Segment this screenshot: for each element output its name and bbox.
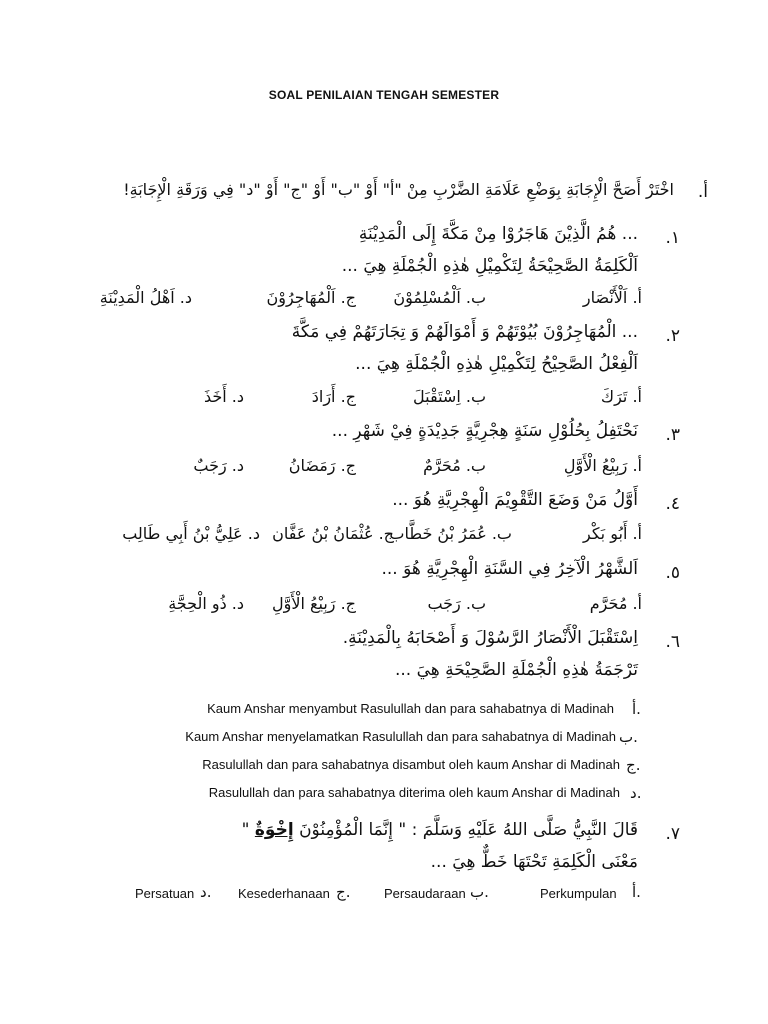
option-c[interactable]: ج. أَرَادَ <box>311 387 356 406</box>
option-d-marker: د. <box>630 784 642 802</box>
option-c[interactable]: ج. اَلْمُهَاجِرُوْنَ <box>266 288 356 307</box>
option-b[interactable]: Kaum Anshar menyelamatkan Rasulullah dan para sahabatnya di Madinah <box>185 729 616 744</box>
option-c[interactable]: ج. رَمَضَانُ <box>288 456 356 475</box>
option-d[interactable]: د. أَخَذَ <box>203 387 244 406</box>
option-d[interactable]: د. اَهْلُ الْمَدِيْنَةِ <box>99 288 192 307</box>
instruction-text: اخْتَرْ أَصَحَّ الْإِجَابَةِ بِوَضْعِ عَلَامَةِ الضَّرْبِ مِنْ "أ" أَوْ "ب" أَوْ "ج" أَوْ "د" فِي وَرَقَةِ الْإِجَابَةِ! <box>123 180 674 199</box>
question-text: ... الْمُهَاجِرُوْنَ بُيُوْتَهُمْ وَ أَمْوَالَهُمْ وَ تِجَارَتَهُمْ فِي مَكَّةَ <box>291 322 638 342</box>
option-b-marker: ب. <box>619 728 638 746</box>
option-d-marker: د. <box>200 883 212 901</box>
question-text: اَلْكَلِمَةُ الصَّحِيْحَةُ لِتَكْمِيْلِ هٰذِهِ الْجُمْلَةِ هِيَ ... <box>341 256 638 276</box>
option-d[interactable]: Persatuan <box>135 886 195 901</box>
option-d[interactable]: د. رَجَبٌ <box>193 456 244 475</box>
option-c[interactable]: Kesederhanaan <box>238 886 330 901</box>
question-text: ... هُمُ الَّذِيْنَ هَاجَرُوْا مِنْ مَكَّةَ إِلَى الْمَدِيْنَةِ <box>358 224 638 244</box>
hadith-suffix: " <box>241 820 250 840</box>
question-text: تَرْجَمَةُ هٰذِهِ الْجُمْلَةِ الصَّحِيْحَةِ هِيَ ... <box>394 660 638 680</box>
option-b[interactable]: ب. مُحَرَّمٌ <box>423 456 486 475</box>
question-text: نَحْتَفِلُ بِحُلُوْلِ سَنَةٍ هِجْرِيَّةٍ جَدِيْدَةٍ فِيْ شَهْرِ ... <box>331 421 638 441</box>
option-a[interactable]: أ. اَلْأَنْصَار <box>582 288 642 307</box>
page-title: SOAL PENILAIAN TENGAH SEMESTER <box>268 88 500 102</box>
question-text: أَوَّلُ مَنْ وَضَعَ التَّقْوِيْمَ الْهِجْرِيَّةِ هُوَ ... <box>392 490 638 510</box>
question-number: ٦. <box>665 632 680 652</box>
option-d[interactable]: Rasulullah dan para sahabatnya diterima oleh kaum Anshar di Madinah <box>208 785 620 800</box>
option-c-marker: ج. <box>626 756 641 774</box>
option-d[interactable]: د. ذُو الْحِجَّةِ <box>168 594 244 613</box>
question-number: ٧. <box>665 824 680 844</box>
question-number: ١. <box>665 228 680 248</box>
question-number: ٤. <box>665 494 680 514</box>
option-a-marker: أ. <box>632 700 641 718</box>
question-text: اَلشَّهْرُ الْآخِرُ فِي السَّنَةِ الْهِجْرِيَّةِ هُوَ ... <box>381 559 638 579</box>
option-a[interactable]: أ. رَبِيْعُ الْأَوَّلِ <box>563 456 642 475</box>
hadith-line <box>242 822 638 839</box>
option-b-marker: ب. <box>470 883 489 901</box>
option-c-marker: ج. <box>336 883 351 901</box>
question-number: ٣. <box>665 425 680 445</box>
underlined-word: إِخْوَةٌ <box>254 820 294 840</box>
question-number: ٥. <box>665 563 680 583</box>
option-c[interactable]: ج. رَبِيْعُ الْأَوَّلِ <box>271 594 356 613</box>
question-number: ٢. <box>665 326 680 346</box>
option-b[interactable]: Persaudaraan <box>384 886 466 901</box>
question-text: اَلْفِعْلُ الصَّحِيْحُ لِتَكْمِيْلِ هٰذِهِ الْجُمْلَةِ هِيَ ... <box>355 354 638 374</box>
option-a[interactable]: أ. تَرَكَ <box>600 387 642 406</box>
option-c[interactable]: ج. عُثْمَانُ بْنُ عَفَّان <box>272 524 394 543</box>
option-d[interactable]: د. عَلِيُّ بْنُ أَبِي طَالِب <box>122 524 260 543</box>
option-a[interactable]: أ. أَبُو بَكْر <box>583 524 642 543</box>
question-text: مَعْنَى الْكَلِمَةِ تَحْتَهَا خَطٌّ هِيَ ... <box>430 852 638 872</box>
option-a[interactable]: Perkumpulan <box>540 886 617 901</box>
option-b[interactable]: ب. اِسْتَقْبَلَ <box>413 387 486 406</box>
instruction-marker: أ. <box>697 182 708 202</box>
option-c[interactable]: Rasulullah dan para sahabatnya disambut oleh kaum Anshar di Madinah <box>202 757 620 772</box>
option-a-marker: أ. <box>632 883 641 901</box>
option-a[interactable]: Kaum Anshar menyambut Rasulullah dan para sahabatnya di Madinah <box>207 701 614 716</box>
option-b[interactable]: ب. عُمَرُ بْنُ خَطَّاب <box>389 524 512 543</box>
hadith-prefix: قَالَ النَّبِيُّ صَلَّى اللهُ عَلَيْهِ وَسَلَّمَ : " إِنَّمَا الْمُؤْمِنُوْنَ <box>299 820 638 840</box>
option-a[interactable]: أ. مُحَرَّم <box>589 594 642 613</box>
option-b[interactable]: ب. رَجَب <box>427 594 486 613</box>
option-b[interactable]: ب. اَلْمُسْلِمُوْنَ <box>393 288 486 307</box>
question-text: اِسْتَقْبَلَ الْأَنْصَارُ الرَّسُوْلَ وَ أَصْحَابَهُ بِالْمَدِيْنَةِ. <box>342 628 638 648</box>
